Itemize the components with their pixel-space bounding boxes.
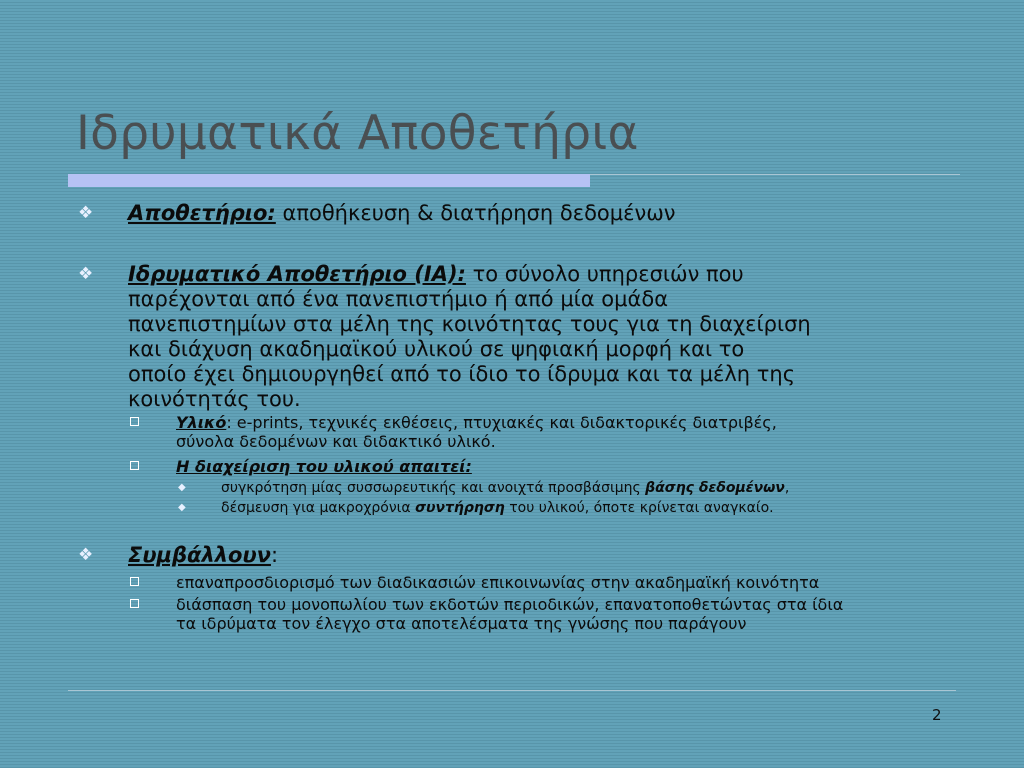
item-database-bold: βάσης δεδομένων [645,480,785,496]
diamond-bullet-icon: ❖ [78,203,94,223]
diamond-bullet-icon: ❖ [78,264,94,284]
square-bullet-icon [130,599,139,608]
square-bullet-icon [130,461,139,470]
contribute-item-communication-text: επαναπροσδιορισμό των διαδικασιών επικοινωνίας στην ακαδημαϊκή κοινότητα [176,573,820,592]
square-bullet-icon [130,417,139,426]
ir-text-line-6: κοινότητάς του. [128,387,301,411]
page-number: 2 [932,706,942,724]
square-bullet-icon [130,577,139,586]
item-preservation-bold: συντήρηση [415,500,505,516]
item-database-trailing: , [784,480,790,496]
ir-text-line-2: παρέχονται από ένα πανεπιστήμιο ή από μία ομάδα [128,287,669,311]
contribute-colon: : [270,543,279,567]
ir-text-line-5: οποίο έχει δημιουργηθεί από το ίδιο το ίδρυμα και τα μέλη της [128,362,796,386]
monopoly-text-line-1: διάσπαση του μονοπωλίου των εκδοτών περιοδικών, επανατοποθετώντας στα ίδια [176,595,844,614]
item-database-text: συγκρότηση μίας συσσωρευτικής και ανοιχτά προσβάσιμης [221,480,646,496]
repository-definition-text: αποθήκευση & διατήρηση δεδομένων [275,201,676,225]
item-preservation-trailing: του υλικού, όποτε κρίνεται αναγκαίο. [504,500,774,516]
small-diamond-bullet-icon: ◆ [178,482,186,493]
ir-text-line-4: και διάχυση ακαδημαϊκού υλικού σε ψηφιακή μορφή και το [128,337,745,361]
small-diamond-bullet-icon: ◆ [178,502,186,513]
ir-text-line-3: πανεπιστημίων στα μέλη της κοινότητας τους για τη διαχείριση [128,312,811,336]
title-accent-bar [68,174,590,187]
term-repository: Αποθετήριο: [128,201,276,225]
slide-title: Ιδρυματικά Αποθετήρια [76,106,639,161]
item-preservation-text: δέσμευση για μακροχρόνια [221,500,416,516]
term-contribute: Συμβάλλουν [128,543,271,567]
diamond-bullet-icon: ❖ [78,545,94,565]
term-institutional-repository: Ιδρυματικό Αποθετήριο (ΙΑ): [128,262,466,286]
term-material: Υλικό [176,413,227,432]
footer-divider-line [68,690,956,691]
ir-text-line-1: το σύνολο υπηρεσιών που [465,262,744,286]
material-text-line-1: : e-prints, τεχνικές εκθέσεις, πτυχιακές και διδακτορικές διατριβές, [226,413,777,432]
material-text-line-2: σύνολα δεδομένων και διδακτικό υλικό. [176,432,496,451]
term-management-requires: Η διαχείριση του υλικού απαιτεί: [176,457,472,476]
monopoly-text-line-2: τα ιδρύματα τον έλεγχο στα αποτελέσματα της γνώσης που παράγουν [176,614,747,633]
title-divider-line [590,174,960,175]
